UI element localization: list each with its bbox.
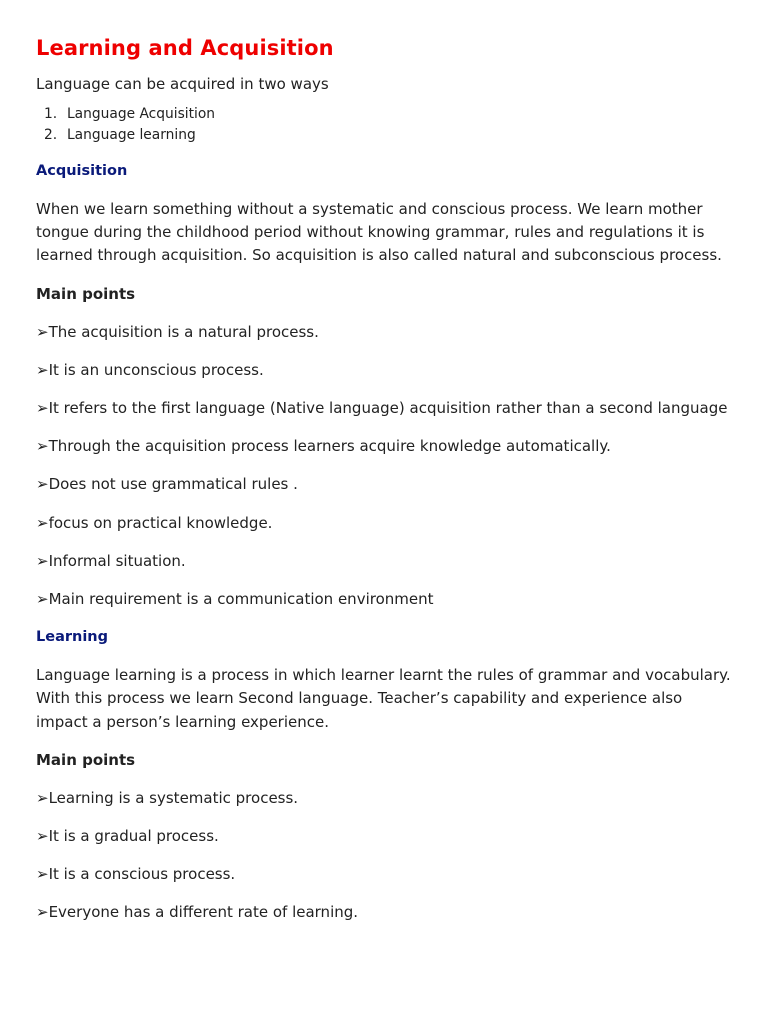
list-item: [36, 104, 734, 125]
list-number: 1.: [44, 106, 58, 122]
arrow-bullet-icon: ➢: [36, 903, 49, 922]
bullet-text: Informal situation.: [48, 551, 186, 570]
page-title: Learning and Acquisition: [36, 36, 334, 60]
bullet-point: [36, 550, 734, 573]
learning-paragraph: Language learning is a process in which learner learnt the rules of grammar and vocabulary. With this process we learn Second language. Teacher’s capability and experience also impact a person’s learning experience.: [36, 666, 731, 731]
bullet-text: Does not use grammatical rules .: [48, 475, 298, 494]
bullet-text: Learning is a systematic process.: [48, 788, 299, 807]
arrow-bullet-icon: ➢: [36, 551, 49, 570]
bullet-point: [36, 588, 734, 611]
list-item: [36, 125, 734, 146]
bullet-point: [36, 787, 734, 810]
list-number: 2.: [44, 127, 58, 143]
acquisition-paragraph: When we learn something without a systematic and conscious process. We learn mother tongue during the childhood period without knowing grammar, rules and regulations it is learned through acquisition. So acquisition is also called natural and subconscious process.: [36, 200, 722, 265]
bullet-point: [36, 397, 734, 420]
arrow-bullet-icon: ➢: [36, 475, 49, 494]
acquisition-points-list: [36, 321, 734, 612]
bullet-text: It refers to the first language (Native language) acquisition rather than a second language: [48, 399, 728, 418]
list-item-label: Language Acquisition: [67, 106, 216, 122]
bullet-point: [36, 512, 734, 535]
arrow-bullet-icon: ➢: [36, 399, 49, 418]
bullet-text: It is a gradual process.: [48, 827, 219, 846]
learning-main-points-heading: Main points: [36, 750, 136, 769]
arrow-bullet-icon: ➢: [36, 360, 49, 379]
bullet-text: focus on practical knowledge.: [48, 513, 273, 532]
bullet-point: [36, 435, 734, 458]
arrow-bullet-icon: ➢: [36, 513, 49, 532]
arrow-bullet-icon: ➢: [36, 322, 49, 341]
learning-points-list: [36, 787, 734, 925]
bullet-point: [36, 321, 734, 344]
arrow-bullet-icon: ➢: [36, 788, 49, 807]
arrow-bullet-icon: ➢: [36, 827, 49, 846]
acquisition-main-points-heading: Main points: [36, 284, 136, 303]
bullet-point: [36, 901, 734, 924]
bullet-point: [36, 473, 734, 496]
learning-heading: Learning: [36, 629, 109, 646]
acquisition-heading: Acquisition: [36, 163, 128, 179]
bullet-point: [36, 825, 734, 848]
bullet-text: Everyone has a different rate of learning.: [48, 903, 359, 922]
bullet-text: It is a conscious process.: [48, 865, 236, 884]
intro-text: Language can be acquired in two ways: [36, 75, 329, 93]
arrow-bullet-icon: ➢: [36, 590, 49, 609]
arrow-bullet-icon: ➢: [36, 437, 49, 456]
bullet-point: [36, 863, 734, 886]
list-item-label: Language learning: [67, 127, 196, 143]
bullet-text: Main requirement is a communication environment: [48, 590, 434, 609]
bullet-text: Through the acquisition process learners acquire knowledge automatically.: [48, 437, 611, 456]
ways-list: [36, 104, 734, 146]
bullet-text: The acquisition is a natural process.: [48, 322, 319, 341]
bullet-text: It is an unconscious process.: [48, 360, 264, 379]
bullet-point: [36, 359, 734, 382]
arrow-bullet-icon: ➢: [36, 865, 49, 884]
